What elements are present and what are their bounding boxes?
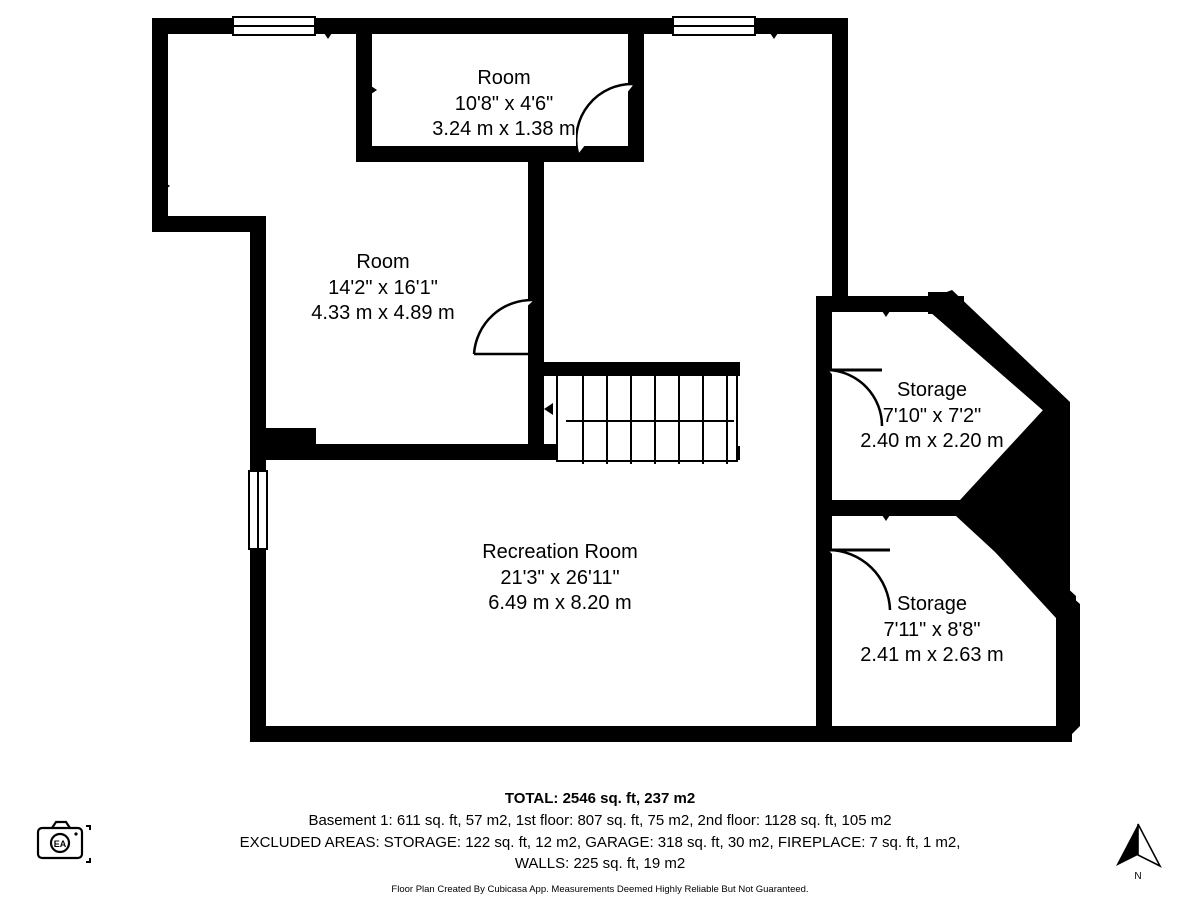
room-name: Storage [896, 593, 968, 615]
dim-arrow-storage-mid [880, 512, 892, 521]
footer-total: TOTAL: 2546 sq. ft, 237 m2 [504, 790, 696, 807]
footer-summary [0, 788, 1200, 896]
stairs [556, 374, 738, 462]
room-dim-metric: 2.41 m x 2.63 m [860, 644, 1004, 667]
north-arrow-icon [1108, 822, 1164, 882]
window-top-right [672, 16, 756, 36]
room-dim-metric: 3.24 m x 1.38 m [432, 118, 576, 141]
room-dim-imperial: 10'8" x 4'6" [454, 92, 554, 115]
footer-walls: WALLS: 225 sq. ft, 19 m2 [514, 855, 686, 873]
wall-left-jog-horizontal [152, 216, 266, 232]
room-dim-imperial: 21'3" x 26'11" [500, 566, 620, 589]
room-label-recreation [420, 540, 700, 617]
footer-credit: Floor Plan Created By Cubicasa App. Measurements Deemed Highly Reliable But Not Guaranteed. [391, 884, 809, 895]
north-label: N [1134, 871, 1142, 882]
dim-arrow-bottom-storage [886, 728, 898, 737]
room-label-top [372, 66, 636, 143]
wall-outer-left-upper [152, 18, 168, 232]
camera-icon [36, 818, 92, 868]
wall-outer-bottom [250, 726, 1072, 742]
dim-arrow-storage-top [880, 308, 892, 317]
wall-storage-divider-vertical [816, 296, 832, 742]
dim-arrow-bottom-rec [768, 728, 780, 737]
room-label-storage-upper [800, 378, 1064, 455]
room-name: Recreation Room [482, 541, 638, 563]
stair-direction-line [566, 420, 734, 422]
footer-excluded: EXCLUDED AREAS: STORAGE: 122 sq. ft, 12 m2, GARAGE: 318 sq. ft, 30 m2, FIREPLACE: 7 sq. ft, 1 m2, [239, 833, 961, 851]
room-dim-metric: 2.40 m x 2.20 m [860, 430, 1004, 453]
window-top-right-bar [674, 25, 754, 27]
room-name: Room [477, 67, 531, 89]
dim-arrow-middle-room-bottom [328, 446, 340, 455]
room-label-storage-lower [800, 592, 1064, 669]
room-name: Room [356, 251, 410, 273]
footer-breakdown: Basement 1: 611 sq. ft, 57 m2, 1st floor: 807 sq. ft, 75 m2, 2nd floor: 1128 sq. ft, 105 m2 [308, 811, 892, 829]
wall-right-upper-corner [936, 296, 964, 312]
window-left-side [248, 470, 268, 550]
camera-badge-label: EA [53, 839, 67, 849]
window-left-side-bar [257, 472, 259, 548]
wall-left-nub [258, 428, 316, 448]
room-name: Storage [896, 379, 968, 401]
window-top-left-bar [234, 25, 314, 27]
room-dim-metric: 4.33 m x 4.89 m [311, 302, 455, 325]
dim-arrow-left-jog [161, 180, 170, 192]
room-dim-imperial: 14'2" x 16'1" [328, 276, 438, 299]
dim-arrow-top-left [322, 30, 334, 39]
room-dim-imperial: 7'10" x 7'2" [882, 404, 982, 427]
window-top-left [232, 16, 316, 36]
dim-arrow-top-room-bottom [494, 148, 506, 157]
room-dim-imperial: 7'11" x 8'8" [883, 618, 981, 641]
stairs-direction-arrow-icon [544, 403, 553, 415]
room-label-middle [252, 250, 514, 327]
room-dim-metric: 6.49 m x 8.20 m [488, 592, 632, 615]
wall-outer-right-upper [832, 18, 848, 304]
dim-arrow-top-right [768, 30, 780, 39]
